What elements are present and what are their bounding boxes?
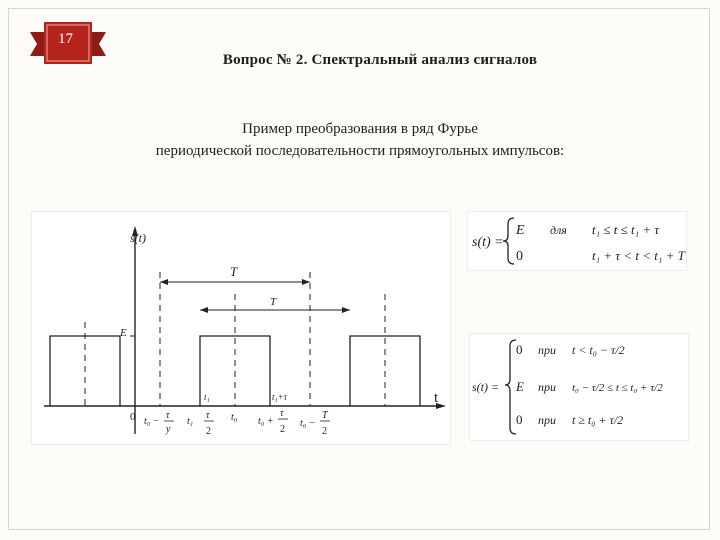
- formula2-row3-word: при: [538, 413, 556, 427]
- formula2-row2-cond: t₀ − τ/2 ≤ t ≤ t₀ + τ/2: [572, 382, 663, 394]
- formula2-row1-cond: t < t₀ − τ/2: [572, 343, 625, 357]
- tick-tau-num-3: τ: [280, 408, 284, 419]
- spacing-label: T: [270, 296, 277, 308]
- pulse-graph: [32, 212, 450, 444]
- tick-y-den: y: [166, 424, 171, 435]
- slide-subtitle: [0, 118, 720, 162]
- subtitle-line-1: Пример преобразования в ряд Фурье: [242, 121, 478, 137]
- formula2-lhs: s(t) =: [472, 380, 500, 394]
- formula1-case1-value: E: [516, 223, 525, 238]
- tick-t1-plus-tau: t₁+τ: [272, 392, 287, 402]
- formula1-case2-value: 0: [516, 249, 523, 264]
- tick-t1: t₁: [187, 416, 194, 427]
- tick-tau-num-2: τ: [206, 410, 210, 421]
- formula1-lhs: s(t) =: [472, 235, 504, 250]
- formula1-case2-cond: t₁ + τ < t < t₁ + T: [592, 248, 685, 263]
- formula2-brace: [505, 340, 516, 434]
- formula2-row1-value: 0: [516, 342, 523, 357]
- formula-definition-t0: [470, 334, 688, 440]
- tick-t0: t₀: [231, 412, 238, 423]
- tick-t0-minus: t₀ −: [144, 416, 160, 427]
- origin-label: 0: [130, 411, 136, 423]
- pulse-graph-panel: [32, 212, 450, 444]
- amplitude-label: E: [120, 327, 127, 339]
- slide-title: Вопрос № 2. Спектральный анализ сигналов: [222, 52, 538, 68]
- x-axis-label: t: [434, 390, 439, 406]
- tick-t0-minus-T: t₀ −: [300, 418, 316, 429]
- tick-t0-plus: t₀ +: [258, 416, 274, 427]
- formula2-row2-value: E: [516, 379, 524, 394]
- formula2-row2-word: при: [538, 380, 556, 394]
- tick-tau-num-1: τ: [166, 410, 170, 421]
- formula1-case1-word: для: [550, 223, 567, 237]
- tick-two-den-1: 2: [206, 426, 211, 437]
- y-axis-label: s(t): [130, 231, 146, 245]
- subtitle-line-2: периодической последовательности прямоугольных импульсов:: [155, 143, 565, 159]
- formula2-row3-value: 0: [516, 412, 523, 427]
- formula1-brace: [503, 218, 514, 264]
- period-label: T: [230, 264, 238, 279]
- tick-two-den-3: 2: [322, 426, 327, 437]
- tick-two-den-2: 2: [280, 424, 285, 435]
- formula2-row3-cond: t ≥ t₀ + τ/2: [572, 413, 624, 427]
- formula2-row1-word: при: [538, 343, 556, 357]
- formula1-case1-cond: t₁ ≤ t ≤ t₁ + τ: [592, 222, 660, 237]
- tick-t1-top: t₁: [204, 392, 210, 402]
- tick-T-num: T: [322, 410, 328, 421]
- slide-number: 17: [58, 31, 73, 47]
- formula-definition-t1: [468, 212, 686, 270]
